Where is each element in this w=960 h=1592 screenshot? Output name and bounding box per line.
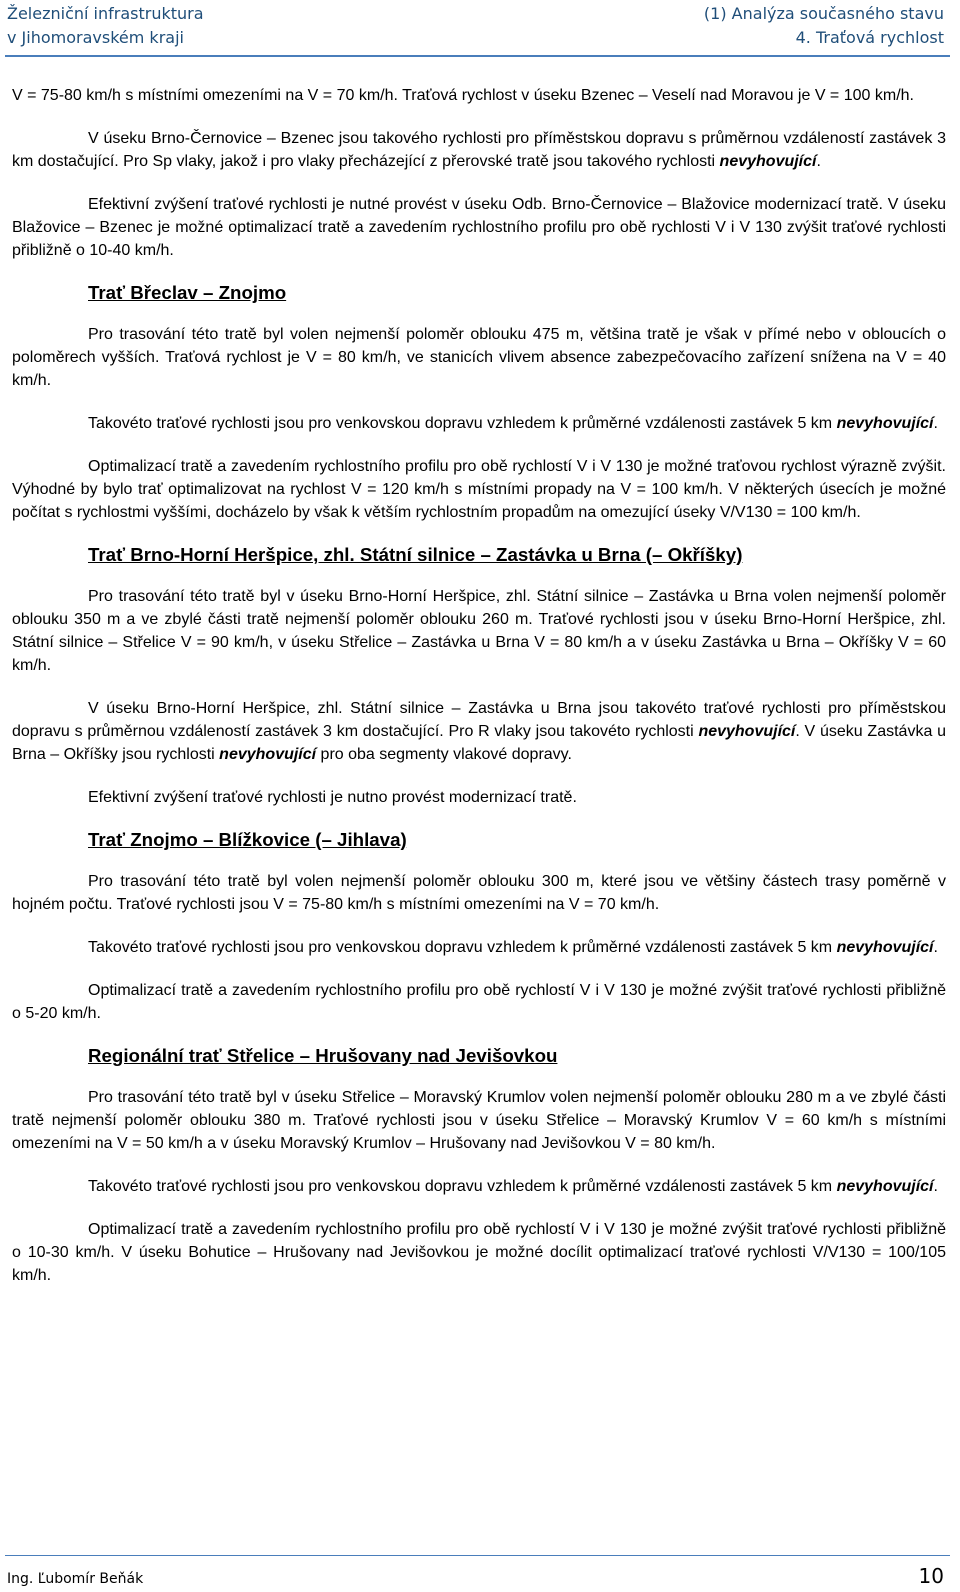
- paragraph-spacer: [12, 1198, 946, 1218]
- paragraph: [12, 697, 946, 766]
- text-run: Takovéto traťové rychlosti jsou pro venkovskou dopravu vzhledem k průměrné vzdálenosti zastávek 5 km: [88, 939, 837, 956]
- text-run: pro oba segmenty vlakové dopravy.: [316, 746, 572, 763]
- page-number: 10: [918, 1564, 944, 1588]
- paragraph: [12, 870, 946, 916]
- text-run: .: [933, 415, 938, 432]
- paragraph-spacer: [12, 1155, 946, 1175]
- text-run: Takovéto traťové rychlosti jsou pro venkovskou dopravu vzhledem k průměrné vzdálenosti zastávek 5 km: [88, 415, 837, 432]
- paragraph-spacer: [12, 392, 946, 412]
- text-run: Regionální trať Střelice – Hrušovany nad Jevišovkou: [88, 1045, 558, 1066]
- text-run: Efektivní zvýšení traťové rychlosti je nutné provést v úseku Odb. Brno-Černovice – Blažovice modernizací tratě. V úseku Blažovice – Bzenec je možné optimalizací tratě a zavedením rychlostního profilu pro obě rychlosti V i V 130 zvýšit traťové rychlosti přibližně o 10-40 km/h.: [12, 196, 946, 259]
- paragraph: [12, 786, 946, 809]
- paragraph-spacer: [12, 1025, 946, 1044]
- text-run: Optimalizací tratě a zavedením rychlostního profilu pro obě rychlostí V i V 130 je možné zvýšit traťové rychlosti přibližně o 10-30 km/h. V úseku Bohutice – Hrušovany nad Jevišovkou je možné docílit optimalizací traťové rychlosti V/V130 = 100/105 km/h.: [12, 1221, 946, 1284]
- paragraph-spacer: [12, 916, 946, 936]
- text-run: . V úseku Zastávka u Brna – Okříšky jsou rychlosti: [12, 723, 947, 763]
- text-run: Takovéto traťové rychlosti jsou pro venkovskou dopravu vzhledem k průměrné vzdálenosti zastávek 5 km: [88, 1178, 837, 1195]
- paragraph-spacer: [12, 766, 946, 786]
- paragraph: [12, 1175, 946, 1198]
- paragraph-spacer: [12, 851, 946, 870]
- paragraph: [12, 1218, 946, 1287]
- text-run: V úseku Brno-Horní Heršpice, zhl. Státní silnice – Zastávka u Brna jsou takovéto traťové rychlosti pro příměstskou dopravu s průměrnou vzdáleností zastávek 3 km dostačující. Pro R vlaky jsou takovéto rychlosti: [12, 700, 946, 740]
- paragraph: [12, 127, 946, 173]
- emphasis-text: nevyhovující: [719, 153, 817, 170]
- header-title-line2: v Jihomoravském kraji: [7, 28, 184, 47]
- paragraph-spacer: [12, 1067, 946, 1086]
- paragraph: [12, 323, 946, 392]
- paragraph-spacer: [12, 107, 946, 127]
- paragraph: [12, 585, 946, 677]
- section-heading: [12, 1044, 946, 1067]
- paragraph-spacer: [12, 566, 946, 585]
- header-section: (1) Analýza současného stavu: [703, 4, 944, 23]
- text-run: Efektivní zvýšení traťové rychlosti je nutno provést modernizací tratě.: [88, 789, 577, 806]
- paragraph: [12, 1086, 946, 1155]
- paragraph-spacer: [12, 809, 946, 828]
- section-heading: [12, 828, 946, 851]
- text-run: V úseku Brno-Černovice – Bzenec jsou takového rychlosti pro příměstskou dopravu s průměrnou vzdáleností zastávek 3 km dostačující. Pro Sp vlaky, jakož i pro vlaky přecházející z přerovské tratě jsou takového rychlosti: [12, 130, 946, 170]
- text-run: .: [816, 153, 821, 170]
- text-run: Optimalizací tratě a zavedením rychlostního profilu pro obě rychlostí V i V 130 je možné zvýšit traťové rychlosti přibližně o 5-20 km/h.: [12, 982, 946, 1022]
- text-run: Trať Znojmo – Blížkovice (– Jihlava): [88, 829, 407, 850]
- page-header: [0, 0, 960, 56]
- text-run: .: [933, 1178, 938, 1195]
- emphasis-text: nevyhovující: [698, 723, 796, 740]
- section-heading: [12, 281, 946, 304]
- header-subsection: 4. Traťová rychlost: [795, 28, 944, 47]
- footer-author: Ing. Ľubomír Beňák: [7, 1571, 144, 1587]
- paragraph: [12, 936, 946, 959]
- text-run: Pro trasování této tratě byl v úseku Střelice – Moravský Krumlov volen nejmenší poloměr oblouku 280 m a ve zbylé části tratě nejmenší poloměr oblouku 380 m. Traťové rychlosti jsou v úseku Střelice – Moravský Krumlov V = 60 km/h s místními omezeními na V = 50 km/h a v úseku Moravský Krumlov – Hrušovany nad Jevišovkou V = 80 km/h.: [12, 1089, 946, 1152]
- paragraph-spacer: [12, 677, 946, 697]
- emphasis-text: nevyhovující: [836, 939, 934, 956]
- page-footer: [0, 1555, 960, 1592]
- text-run: Pro trasování této tratě byl volen nejmenší poloměr oblouku 300 m, které jsou ve většiny částech trasy poměrně v hojném počtu. Traťové rychlosti jsou V = 75-80 km/h s místními omezeními na V = 70 km/h.: [12, 873, 946, 913]
- paragraph: [12, 412, 946, 435]
- header-left: [7, 2, 204, 50]
- paragraph: [12, 979, 946, 1025]
- footer-rule: [5, 1555, 950, 1556]
- text-run: Trať Brno-Horní Heršpice, zhl. Státní silnice – Zastávka u Brna (– Okříšky): [88, 544, 743, 565]
- emphasis-text: nevyhovující: [836, 415, 934, 432]
- text-run: V = 75-80 km/h s místními omezeními na V = 70 km/h. Traťová rychlost v úseku Bzenec – Veselí nad Moravou je V = 100 km/h.: [12, 87, 914, 104]
- paragraph-spacer: [12, 959, 946, 979]
- document-body: [12, 84, 946, 1287]
- paragraph: [12, 455, 946, 524]
- emphasis-text: nevyhovující: [219, 746, 317, 763]
- text-run: Trať Břeclav – Znojmo: [88, 282, 287, 303]
- paragraph: [12, 193, 946, 262]
- paragraph: [12, 84, 946, 107]
- paragraph-spacer: [12, 304, 946, 323]
- header-title-line1: Železniční infrastruktura: [7, 4, 204, 23]
- header-right: [704, 2, 944, 50]
- section-heading: [12, 543, 946, 566]
- emphasis-text: nevyhovující: [836, 1178, 934, 1195]
- text-run: Pro trasování této tratě byl volen nejmenší poloměr oblouku 475 m, většina tratě je však v přímé nebo v obloucích o poloměrech vyšších. Traťová rychlost je V = 80 km/h, ve stanicích vlivem absence zabezpečovacího zařízení snížena na V = 40 km/h.: [12, 326, 946, 389]
- text-run: .: [933, 939, 938, 956]
- paragraph-spacer: [12, 262, 946, 281]
- paragraph-spacer: [12, 173, 946, 193]
- paragraph-spacer: [12, 435, 946, 455]
- text-run: Pro trasování této tratě byl v úseku Brno-Horní Heršpice, zhl. Státní silnice – Zastávka u Brna volen nejmenší poloměr oblouku 350 m a ve zbylé části tratě nejmenší poloměr oblouku 260 m. Traťové rychlosti jsou v úseku Brno-Horní Heršpice, zhl. Státní silnice – Střelice V = 90 km/h, v úseku Střelice – Zastávka u Brna V = 80 km/h a v úseku Zastávka u Brna – Okříšky V = 60 km/h.: [12, 588, 946, 674]
- paragraph-spacer: [12, 524, 946, 543]
- header-rule: [5, 55, 950, 57]
- text-run: Optimalizací tratě a zavedením rychlostního profilu pro obě rychlostí V i V 130 je možné traťovou rychlost výrazně zvýšit. Výhodné by bylo trať optimalizovat na rychlost V = 120 km/h s místními propady na V = 100 km/h. V některých úsecích je možné počítat s rychlostmi vyššími, docházelo by však k větším rychlostním propadům na omezující úseky V/V130 = 100 km/h.: [12, 458, 946, 521]
